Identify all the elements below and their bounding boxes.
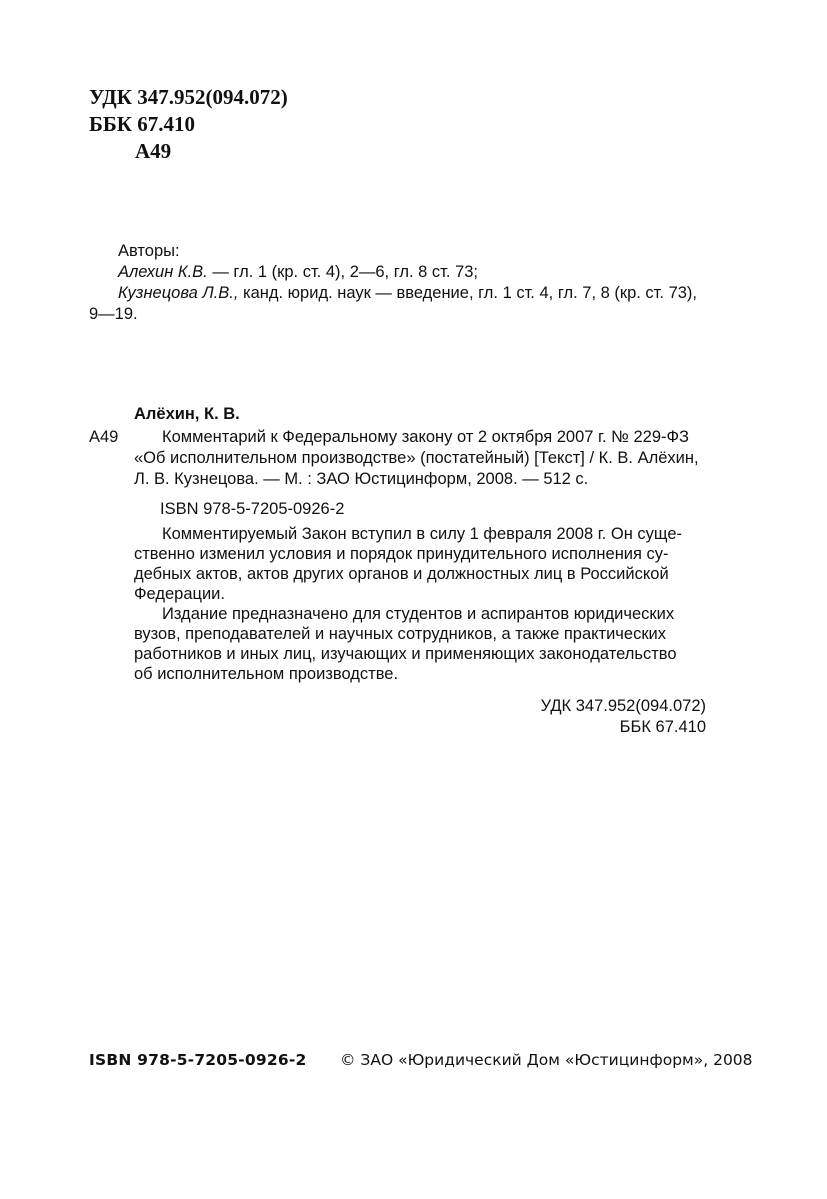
- annotation-p1-line-2: ственно изменил условия и порядок принудительного исполнения су-: [134, 545, 669, 563]
- bottom-udk-code: УДК 347.952(094.072): [540, 697, 706, 715]
- udk-code: УДК 347.952(094.072): [89, 85, 288, 109]
- author-sign: А49: [135, 139, 172, 163]
- record-author-heading: Алёхин, К. В.: [134, 405, 240, 423]
- record-isbn: ISBN 978-5-7205-0926-2: [160, 500, 345, 518]
- annotation-p1-line-3: дебных актов, актов других органов и должностных лиц в Российской: [134, 565, 669, 583]
- author-name-1: Алехин К.В.: [118, 263, 208, 281]
- annotation-p1-line-1: Комментируемый Закон вступил в силу 1 февраля 2008 г. Он суще-: [162, 525, 682, 543]
- author-contribution-2: канд. юрид. наук — введение, гл. 1 ст. 4, гл. 7, 8 (кр. ст. 73),: [238, 284, 698, 302]
- annotation-p2-line-3: работников и иных лиц, изучающих и применяющих законодательство: [134, 645, 677, 663]
- annotation-p2-line-2: вузов, преподавателей и научных сотрудников, а также практических: [134, 625, 667, 643]
- authors-line-3: 9—19.: [89, 305, 138, 323]
- author-contribution-1: — гл. 1 (кр. ст. 4), 2—6, гл. 8 ст. 73;: [207, 263, 479, 281]
- record-sign: А49: [89, 428, 119, 446]
- bbk-code: ББК 67.410: [89, 112, 195, 136]
- annotation-p2-line-1: Издание предназначено для студентов и аспирантов юридических: [162, 605, 675, 623]
- record-title-line-2: «Об исполнительном производстве» (постатейный) [Текст] / К. В. Алёхин,: [134, 449, 699, 467]
- author-name-2: Кузнецова Л.В.,: [118, 284, 239, 302]
- annotation-p1-line-4: Федерации.: [134, 585, 225, 603]
- bottom-bbk-code: ББК 67.410: [619, 718, 706, 736]
- annotation-p2-line-4: об исполнительном производстве.: [134, 665, 399, 683]
- authors-line-2: [118, 283, 697, 304]
- record-title-line-1: Комментарий к Федеральному закону от 2 октября 2007 г. № 229-ФЗ: [162, 428, 690, 446]
- record-title-line-3: Л. В. Кузнецова. — М. : ЗАО Юстицинформ, 2008. — 512 с.: [134, 470, 589, 488]
- footer-isbn: ISBN 978-5-7205-0926-2: [89, 1051, 307, 1069]
- authors-heading: Авторы:: [118, 242, 180, 260]
- authors-line-1: [118, 262, 478, 283]
- footer-copyright: © ЗАО «Юридический Дом «Юстицинформ», 2008: [340, 1051, 753, 1069]
